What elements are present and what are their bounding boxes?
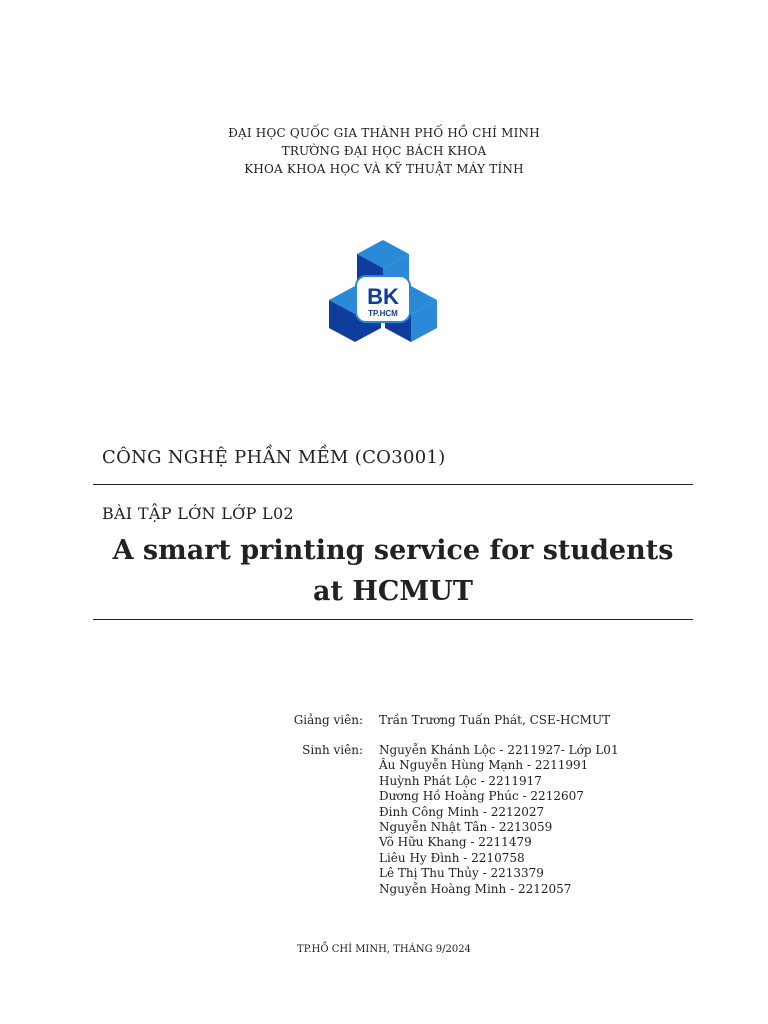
assignment-label: BÀI TẬP LỚN LỚP L02	[102, 504, 294, 523]
title-line-2: at HCMUT	[313, 576, 473, 607]
student-item: Liêu Hy Đình - 2210758	[379, 850, 525, 865]
university-line-1: ĐẠI HỌC QUỐC GIA THÀNH PHỐ HỒ CHÍ MINH	[228, 126, 540, 140]
lecturer-label: Giảng viên:	[293, 713, 363, 727]
logo-subtext: TP.HCM	[368, 309, 398, 318]
student-item: Lê Thị Thu Thủy - 2213379	[379, 866, 544, 881]
student-item: Huỳnh Phát Lộc - 2211917	[379, 773, 542, 788]
students-label: Sinh viên:	[302, 743, 363, 757]
student-item: Võ Hữu Khang - 2211479	[379, 835, 532, 850]
student-item: Dương Hồ Hoàng Phúc - 2212607	[379, 789, 584, 804]
student-item: Nguyễn Khánh Lộc - 2211927- Lớp L01	[379, 743, 619, 757]
student-item: Âu Nguyễn Hùng Mạnh - 2211991	[379, 758, 589, 773]
student-list	[379, 743, 619, 897]
course-name: CÔNG NGHỆ PHẦN MỀM (CO3001)	[102, 447, 446, 468]
document-title	[93, 530, 693, 612]
student-item: Nguyễn Nhật Tân - 2213059	[379, 820, 553, 835]
logo-text: BK	[367, 284, 399, 309]
footer-date: TP.HỒ CHÍ MINH, THÁNG 9/2024	[297, 944, 471, 955]
lecturer-value: Trần Trương Tuấn Phát, CSE-HCMUT	[379, 713, 611, 727]
bottom-rule	[93, 619, 693, 620]
university-header	[0, 124, 768, 178]
university-line-2: TRƯỜNG ĐẠI HỌC BÁCH KHOA	[281, 144, 487, 158]
title-line-1: A smart printing service for students	[112, 535, 674, 566]
university-line-3: KHOA KHOA HỌC VÀ KỸ THUẬT MÁY TÍNH	[244, 162, 524, 176]
bk-logo	[328, 240, 438, 344]
top-rule	[93, 484, 693, 485]
student-item: Đinh Công Minh - 2212027	[379, 804, 545, 819]
student-item: Nguyễn Hoàng Minh - 2212057	[379, 881, 572, 896]
